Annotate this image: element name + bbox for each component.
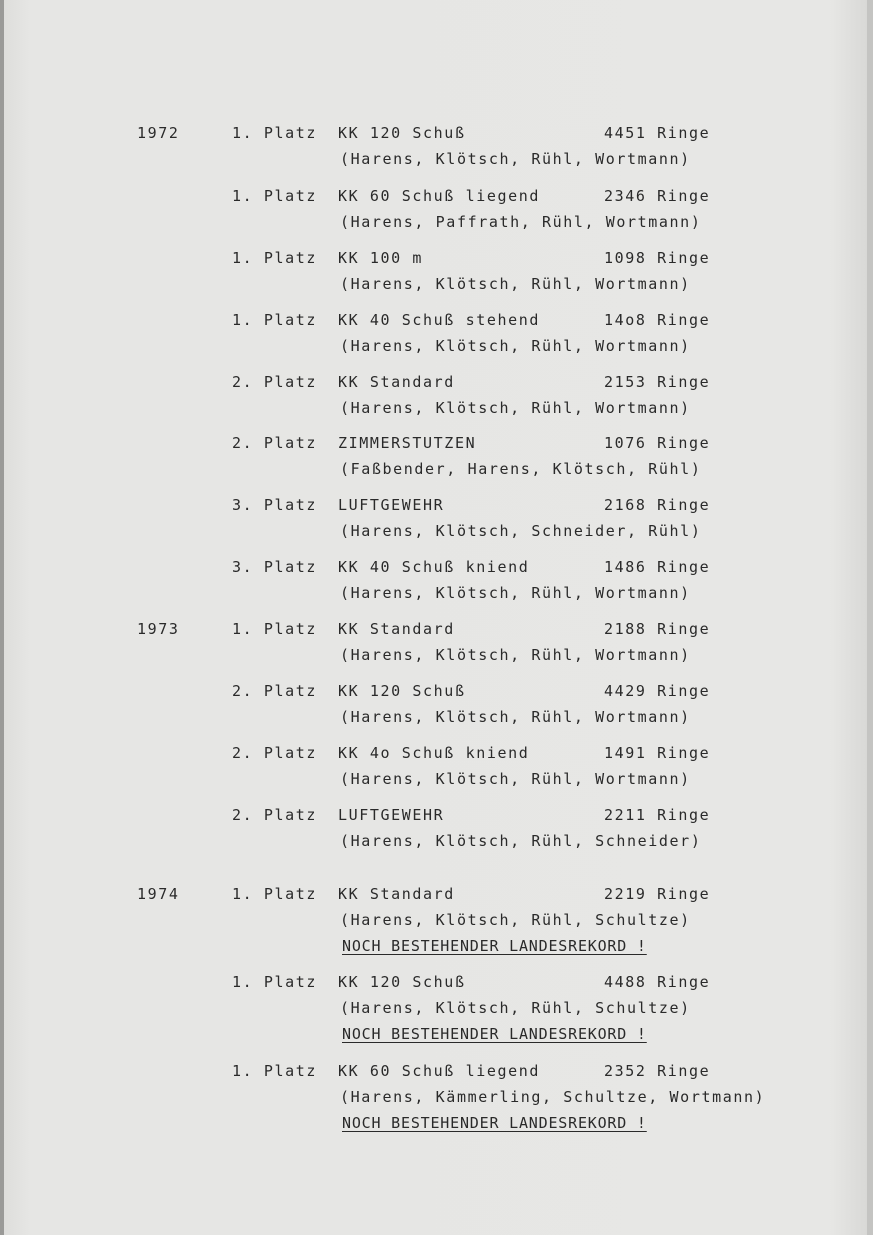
entry-discipline: KK 120 Schuß — [338, 124, 466, 142]
entry-team: (Harens, Klötsch, Rühl, Wortmann) — [340, 770, 691, 788]
record-note: NOCH BESTEHENDER LANDESREKORD ! — [342, 1025, 647, 1043]
entry-rank: 1. Platz — [232, 1062, 318, 1080]
entry-team: (Harens, Paffrath, Rühl, Wortmann) — [340, 213, 702, 231]
record-note: NOCH BESTEHENDER LANDESREKORD ! — [342, 937, 647, 955]
entry-team: (Harens, Klötsch, Rühl, Schultze) — [340, 911, 691, 929]
entry-score: 2168 Ringe — [604, 496, 711, 514]
entry-discipline: KK Standard — [338, 373, 455, 391]
entry-rank: 1. Platz — [232, 124, 318, 142]
entry-team: (Faßbender, Harens, Klötsch, Rühl) — [340, 460, 702, 478]
entry-discipline: KK Standard — [338, 620, 455, 638]
entry-score: 4451 Ringe — [604, 124, 711, 142]
entry-score: 1486 Ringe — [604, 558, 711, 576]
entry-year: 1972 — [137, 124, 180, 142]
entry-discipline: KK 4o Schuß kniend — [338, 744, 530, 762]
entry-discipline: KK 120 Schuß — [338, 682, 466, 700]
entry-score: 2211 Ringe — [604, 806, 711, 824]
entry-rank: 3. Platz — [232, 558, 318, 576]
entry-score: 2219 Ringe — [604, 885, 711, 903]
entry-discipline: KK 60 Schuß liegend — [338, 1062, 540, 1080]
entry-team: (Harens, Klötsch, Rühl, Wortmann) — [340, 399, 691, 417]
entry-score: 1098 Ringe — [604, 249, 711, 267]
entry-score: 2188 Ringe — [604, 620, 711, 638]
entry-rank: 1. Platz — [232, 249, 318, 267]
entry-discipline: KK 40 Schuß stehend — [338, 311, 540, 329]
entry-team: (Harens, Klötsch, Schneider, Rühl) — [340, 522, 702, 540]
entry-rank: 3. Platz — [232, 496, 318, 514]
entry-team: (Harens, Kämmerling, Schultze, Wortmann) — [340, 1088, 766, 1106]
entry-team: (Harens, Klötsch, Rühl, Wortmann) — [340, 337, 691, 355]
entry-team: (Harens, Klötsch, Rühl, Schultze) — [340, 999, 691, 1017]
entry-score: 2153 Ringe — [604, 373, 711, 391]
entry-rank: 2. Platz — [232, 373, 318, 391]
entry-discipline: ZIMMERSTUTZEN — [338, 434, 477, 452]
entry-team: (Harens, Klötsch, Rühl, Wortmann) — [340, 584, 691, 602]
entry-discipline: KK Standard — [338, 885, 455, 903]
entry-year: 1974 — [137, 885, 180, 903]
entry-rank: 1. Platz — [232, 187, 318, 205]
entry-team: (Harens, Klötsch, Rühl, Wortmann) — [340, 150, 691, 168]
entry-score: 1491 Ringe — [604, 744, 711, 762]
entry-rank: 1. Platz — [232, 973, 318, 991]
entry-year: 1973 — [137, 620, 180, 638]
entry-team: (Harens, Klötsch, Rühl, Wortmann) — [340, 708, 691, 726]
entry-team: (Harens, Klötsch, Rühl, Schneider) — [340, 832, 702, 850]
entry-discipline: KK 100 m — [338, 249, 424, 267]
entry-score: 2352 Ringe — [604, 1062, 711, 1080]
entry-rank: 2. Platz — [232, 434, 318, 452]
entry-discipline: KK 60 Schuß liegend — [338, 187, 540, 205]
entry-discipline: LUFTGEWEHR — [338, 496, 445, 514]
entry-discipline: KK 120 Schuß — [338, 973, 466, 991]
entry-rank: 1. Platz — [232, 620, 318, 638]
entry-rank: 1. Platz — [232, 885, 318, 903]
entry-discipline: LUFTGEWEHR — [338, 806, 445, 824]
entry-rank: 1. Platz — [232, 311, 318, 329]
entry-team: (Harens, Klötsch, Rühl, Wortmann) — [340, 646, 691, 664]
entry-score: 2346 Ringe — [604, 187, 711, 205]
entry-team: (Harens, Klötsch, Rühl, Wortmann) — [340, 275, 691, 293]
entry-rank: 2. Platz — [232, 806, 318, 824]
entry-score: 14o8 Ringe — [604, 311, 711, 329]
record-note: NOCH BESTEHENDER LANDESREKORD ! — [342, 1114, 647, 1132]
entry-score: 1076 Ringe — [604, 434, 711, 452]
entry-discipline: KK 40 Schuß kniend — [338, 558, 530, 576]
entry-rank: 2. Platz — [232, 744, 318, 762]
entry-rank: 2. Platz — [232, 682, 318, 700]
entry-score: 4488 Ringe — [604, 973, 711, 991]
entry-score: 4429 Ringe — [604, 682, 711, 700]
